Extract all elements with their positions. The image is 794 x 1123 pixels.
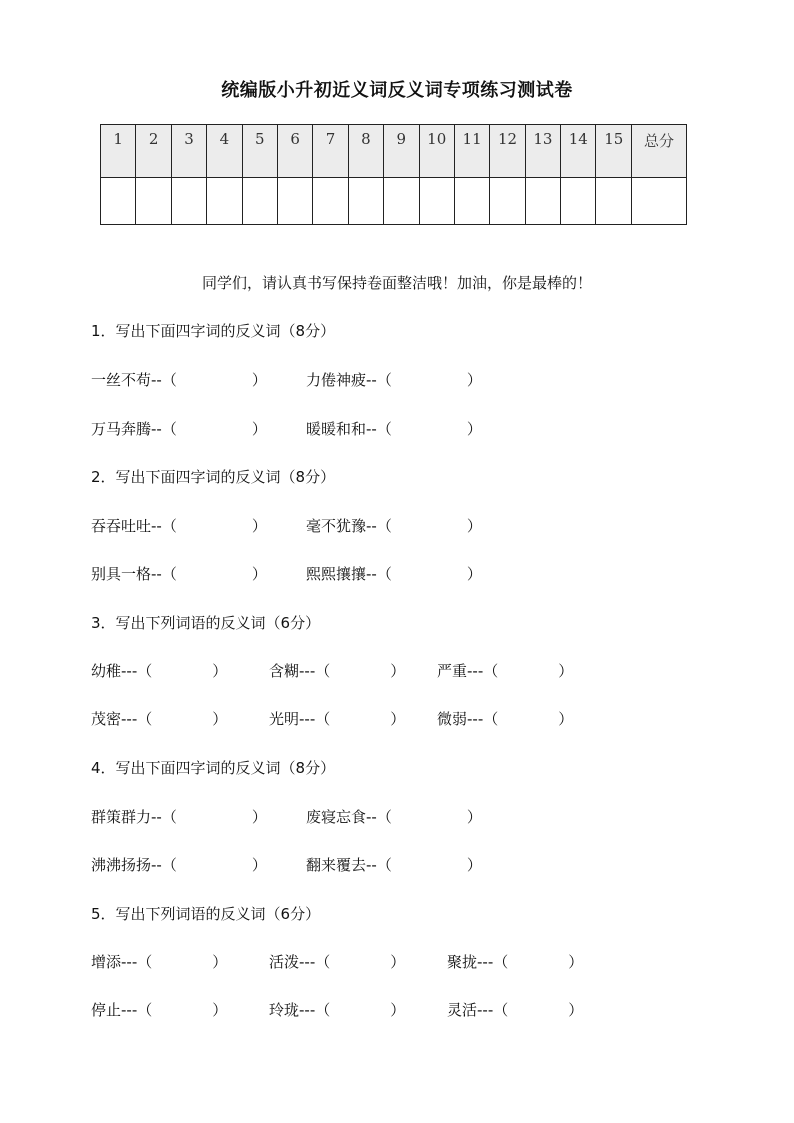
score-entry-cell[interactable] bbox=[419, 178, 454, 225]
score-header-cell: 8 bbox=[348, 125, 383, 178]
question-item: 熙熙攘攘--（ ） bbox=[306, 565, 482, 583]
score-header-cell: 11 bbox=[454, 125, 489, 178]
question-item: 翻来覆去--（ ） bbox=[306, 856, 482, 874]
question-item: 吞吞吐吐--（ ） bbox=[91, 517, 267, 535]
question-row bbox=[91, 418, 482, 472]
score-header-cell: 2 bbox=[136, 125, 171, 178]
question-row bbox=[91, 806, 482, 860]
score-table bbox=[100, 124, 687, 225]
score-entry-cell[interactable] bbox=[171, 178, 206, 225]
question-row bbox=[91, 515, 482, 569]
score-header-cell: 1 bbox=[101, 125, 136, 178]
score-entry-cell[interactable] bbox=[561, 178, 596, 225]
question-item: 群策群力--（ ） bbox=[91, 808, 267, 826]
score-header-cell: 9 bbox=[384, 125, 419, 178]
question-item: 一丝不苟--（ ） bbox=[91, 371, 267, 389]
greeting-text: 同学们，请认真书写保持卷面整洁哦！加油，你是最棒的！ bbox=[201, 274, 592, 292]
score-table-header-row bbox=[101, 125, 687, 178]
score-header-cell: 10 bbox=[419, 125, 454, 178]
question-item: 光明---（ ） bbox=[269, 710, 406, 728]
score-header-cell: 6 bbox=[277, 125, 312, 178]
question-item: 废寝忘食--（ ） bbox=[306, 808, 482, 826]
section-heading: 1．写出下面四字词的反义词（8分） bbox=[91, 322, 336, 340]
score-entry-cell[interactable] bbox=[277, 178, 312, 225]
section-heading: 4．写出下面四字词的反义词（8分） bbox=[91, 759, 336, 777]
question-item: 暖暖和和--（ ） bbox=[306, 420, 482, 438]
score-entry-cell[interactable] bbox=[242, 178, 277, 225]
score-entry-cell[interactable] bbox=[207, 178, 242, 225]
score-entry-cell[interactable] bbox=[348, 178, 383, 225]
section-heading: 5．写出下列词语的反义词（6分） bbox=[91, 905, 321, 923]
score-entry-cell[interactable] bbox=[454, 178, 489, 225]
score-header-cell: 13 bbox=[525, 125, 560, 178]
question-item: 力倦神疲--（ ） bbox=[306, 371, 482, 389]
question-item: 含糊---（ ） bbox=[269, 662, 406, 680]
question-row bbox=[91, 854, 482, 908]
question-item: 万马奔腾--（ ） bbox=[91, 420, 267, 438]
score-header-cell: 5 bbox=[242, 125, 277, 178]
score-header-cell: 7 bbox=[313, 125, 348, 178]
question-row bbox=[91, 563, 482, 617]
score-header-cell: 4 bbox=[207, 125, 242, 178]
question-item: 毫不犹豫--（ ） bbox=[306, 517, 482, 535]
score-entry-cell[interactable] bbox=[525, 178, 560, 225]
score-entry-cell[interactable] bbox=[490, 178, 525, 225]
question-item: 玲珑---（ ） bbox=[269, 1001, 406, 1019]
score-table-entry-row bbox=[101, 178, 687, 225]
question-item: 幼稚---（ ） bbox=[91, 662, 228, 680]
question-item: 微弱---（ ） bbox=[437, 710, 574, 728]
question-row bbox=[91, 369, 482, 423]
section-heading: 2．写出下面四字词的反义词（8分） bbox=[91, 468, 336, 486]
score-header-cell: 3 bbox=[171, 125, 206, 178]
section-heading: 3．写出下列词语的反义词（6分） bbox=[91, 614, 321, 632]
score-total-entry-cell[interactable] bbox=[632, 178, 687, 225]
score-header-total-cell: 总分 bbox=[632, 125, 687, 178]
score-entry-cell[interactable] bbox=[136, 178, 171, 225]
question-item: 活泼---（ ） bbox=[269, 953, 406, 971]
score-entry-cell[interactable] bbox=[384, 178, 419, 225]
score-entry-cell[interactable] bbox=[101, 178, 136, 225]
question-item: 灵活---（ ） bbox=[447, 1001, 584, 1019]
score-entry-cell[interactable] bbox=[596, 178, 632, 225]
question-item: 增添---（ ） bbox=[91, 953, 228, 971]
score-entry-cell[interactable] bbox=[313, 178, 348, 225]
score-header-cell: 14 bbox=[561, 125, 596, 178]
question-item: 严重---（ ） bbox=[437, 662, 574, 680]
score-header-cell: 15 bbox=[596, 125, 632, 178]
question-row bbox=[91, 999, 584, 1071]
question-item: 沸沸扬扬--（ ） bbox=[91, 856, 267, 874]
question-item: 别具一格--（ ） bbox=[91, 565, 267, 583]
page-title: 统编版小升初近义词反义词专项练习测试卷 bbox=[221, 80, 573, 101]
question-item: 茂密---（ ） bbox=[91, 710, 228, 728]
question-item: 停止---（ ） bbox=[91, 1001, 228, 1019]
question-item: 聚拢---（ ） bbox=[447, 953, 584, 971]
score-header-cell: 12 bbox=[490, 125, 525, 178]
